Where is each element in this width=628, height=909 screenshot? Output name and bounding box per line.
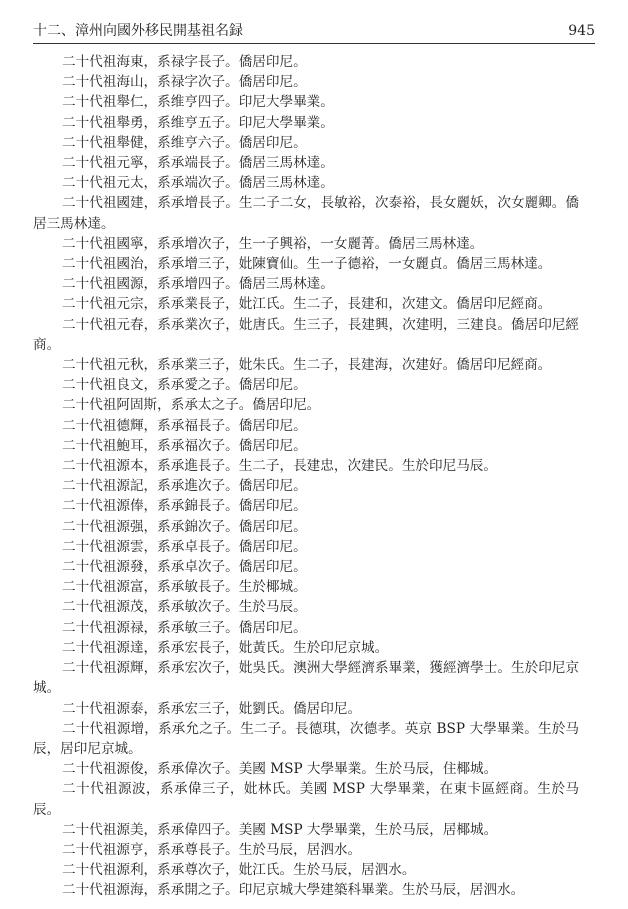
genealogy-entry: 二十代祖國寧，系承增次子，生一子興裕，一女麗菁。僑居三馬林達。: [62, 235, 484, 252]
genealogy-entry: 二十代祖源强，系承錦次子。僑居印尼。: [62, 518, 307, 535]
genealogy-entry: 二十代祖源雲，系承卓長子。僑居印尼。: [62, 538, 307, 555]
genealogy-entry: 二十代祖元太，系承端次子。僑居三馬林達。: [62, 175, 334, 192]
genealogy-entry: 二十代祖源美，系承偉四子。美國 MSP 大學畢業，生於马辰，居椰城。: [62, 821, 498, 838]
genealogy-entry: 二十代祖良文，系承愛之子。僑居印尼。: [62, 377, 307, 394]
genealogy-entry: 二十代祖源發，系承卓次子。僑居印尼。: [62, 559, 307, 576]
genealogy-entry: 二十代祖舉健，系维亨六子。僑居印尼。: [62, 134, 307, 151]
genealogy-entry: 二十代祖舉勇，系维亨五子。印尼大學畢業。: [62, 114, 334, 131]
genealogy-entry: 二十代祖源記，系承進次子。僑居印尼。: [62, 478, 307, 495]
running-header: [33, 18, 595, 40]
genealogy-entry: 二十代祖國源，系承增四子。僑居三馬林達。: [62, 276, 334, 293]
genealogy-entry: 二十代祖源波，系承偉三子，妣林氏。美國 MSP 大學畢業，在東卡區經商。生於马辰。: [33, 781, 579, 818]
genealogy-entry: 二十代祖源禄，系承敏三子。僑居印尼。: [62, 619, 307, 636]
genealogy-entry: 二十代祖元春，系承業次子，妣唐氏。生三子，長建興，次建明，三建良。僑居印尼經商。: [33, 316, 579, 353]
genealogy-entry: 二十代祖源茂，系承敏次子。生於马辰。: [62, 599, 307, 616]
genealogy-entry: 二十代祖源泰，系承宏三子，妣劉氏。僑居印尼。: [62, 700, 362, 717]
header-title: 十二、漳州向國外移民開基祖名録: [33, 23, 243, 39]
genealogy-entry: 二十代祖源本，系承進長子。生二子，長建忠，次建民。生於印尼马辰。: [62, 458, 497, 475]
genealogy-entry: 二十代祖元秋，系承業三子，妣朱氏。生二子，長建海，次建好。僑居印尼經商。: [62, 357, 552, 374]
genealogy-entry: 二十代祖國建，系承增長子。生二子二女，長敏裕，次泰裕，長女麗妖，次女麗卿。僑居三馬林達。: [33, 195, 579, 232]
genealogy-entry: 二十代祖鮑耳，系承福次子。僑居印尼。: [62, 437, 307, 454]
genealogy-entry: 二十代祖源達，系承宏長子，妣黃氏。生於印尼京城。: [62, 639, 389, 656]
genealogy-entry: 二十代祖源俊，系承偉次子。美國 MSP 大學畢業。生於马辰，住椰城。: [62, 761, 498, 778]
genealogy-entry: 二十代祖阿固斯，系承太之子。僑居印尼。: [62, 397, 321, 414]
genealogy-entry: 二十代祖國治，系承增三子，妣陳寶仙。生一子德裕，一女麗貞。僑居三馬林達。: [62, 256, 552, 273]
genealogy-entry: 二十代祖源輝，系承宏次子，妣吳氏。澳洲大學經濟系畢業，獲經濟學士。生於印尼京城。: [33, 660, 579, 697]
genealogy-list: [33, 52, 579, 901]
genealogy-entry: 二十代祖海山，系禄字次子。僑居印尼。: [62, 74, 307, 91]
genealogy-entry: 二十代祖源海，系承開之子。印尼京城大學建築科畢業。生於马辰，居泗水。: [62, 882, 525, 899]
genealogy-entry: 二十代祖元宗，系承業長子，妣江氏。生二子，長建和，次建文。僑居印尼經商。: [62, 296, 552, 313]
page-number: 945: [568, 23, 595, 39]
genealogy-entry: 二十代祖源亨，系承尊長子。生於马辰，居泗水。: [62, 841, 362, 858]
genealogy-entry: 二十代祖德輝，系承福長子。僑居印尼。: [62, 417, 307, 434]
genealogy-entry: 二十代祖舉仁，系维亨四子。印尼大學畢業。: [62, 94, 334, 111]
header-rule: [33, 43, 595, 44]
genealogy-entry: 二十代祖元寧，系承端長子。僑居三馬林達。: [62, 155, 334, 172]
genealogy-entry: 二十代祖海東，系禄字長子。僑居印尼。: [62, 54, 307, 70]
genealogy-entry: 二十代祖源富，系承敏長子。生於椰城。: [62, 579, 307, 596]
genealogy-entry: 二十代祖源增，系承允之子。生二子。長德琪，次德孝。英京 BSP 大學畢業。生於马辰，居印尼京城。: [33, 720, 579, 757]
genealogy-entry: 二十代祖源利，系承尊次子，妣江氏。生於马辰，居泗水。: [62, 862, 416, 879]
genealogy-entry: 二十代祖源俸，系承錦長子。僑居印尼。: [62, 498, 307, 515]
